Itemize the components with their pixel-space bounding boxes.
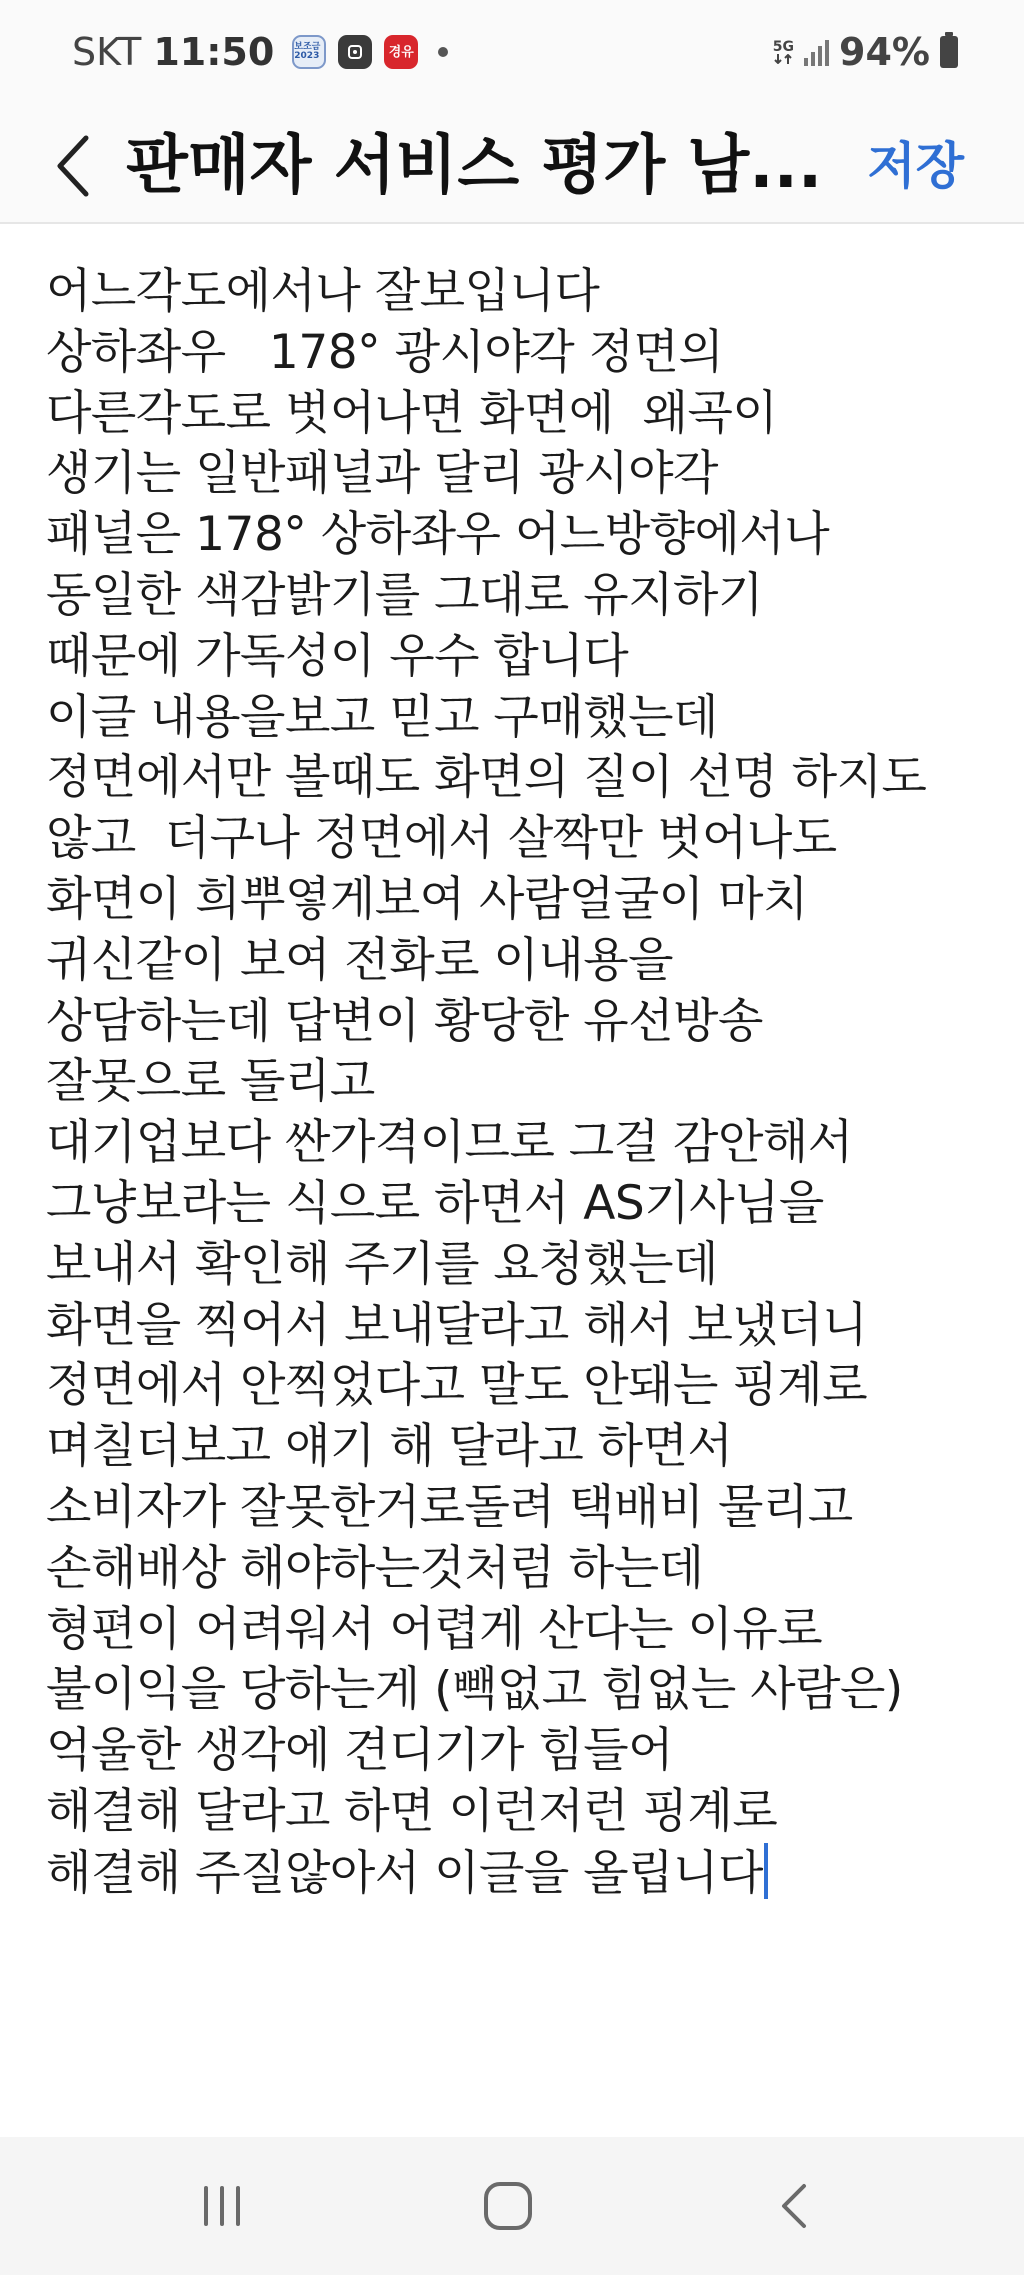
editor-line: 며칠더보고 얘기 해 달라고 하면서 — [46, 1419, 733, 1475]
battery-icon — [940, 36, 958, 68]
home-icon — [482, 2180, 534, 2232]
back-button[interactable] — [40, 124, 104, 208]
editor-line: 소비자가 잘못한거로돌려 택배비 물리고 — [46, 1479, 853, 1535]
chevron-left-icon — [52, 134, 92, 198]
home-button[interactable] — [438, 2137, 578, 2275]
editor-line: 때문에 가독성이 우수 합니다 — [46, 628, 629, 684]
system-nav-bar — [0, 2137, 1024, 2275]
status-bar — [0, 0, 1024, 110]
editor-line: 화면을 찍어서 보내달라고 해서 보냈더니 — [46, 1297, 868, 1353]
back-icon — [778, 2182, 810, 2230]
editor-line-last — [46, 1843, 986, 1904]
app-bar — [0, 110, 1024, 224]
editor-line: 다른각도로 벗어나면 화면에 왜곡이 — [46, 385, 778, 441]
editor-line: 그냥보라는 식으로 하면서 AS기사님을 — [46, 1175, 824, 1231]
carrier-label: SKT — [72, 30, 142, 74]
clock: 11:50 — [153, 30, 275, 74]
editor-line: 손해배상 해야하는것처럼 하는데 — [46, 1540, 704, 1596]
editor-line: 어느각도에서나 잘보입니다 — [46, 264, 600, 319]
editor-line: 불이익을 당하는게 (빽없고 힘없는 사람은) — [46, 1662, 903, 1718]
note-editor[interactable] — [46, 262, 986, 2112]
battery-percent: 94% — [839, 30, 930, 74]
editor-line: 상하좌우 178° 광시야각 정면의 — [46, 324, 724, 380]
signal-strength-icon — [804, 38, 829, 66]
status-left — [72, 30, 448, 74]
editor-line: 귀신같이 보여 전화로 이내용을 — [46, 932, 674, 988]
editor-line: 정면에서 안찍었다고 말도 안돼는 핑계로 — [46, 1358, 868, 1414]
editor-line: 보내서 확인해 주기를 요청했는데 — [46, 1236, 718, 1292]
editor-line: 억울한 생각에 견디기가 힘들어 — [46, 1723, 674, 1779]
text-cursor — [764, 1843, 768, 1899]
editor-line: 동일한 색감밝기를 그대로 유지하기 — [46, 567, 763, 623]
system-back-button[interactable] — [724, 2137, 864, 2275]
editor-line: 패널은 178° 상하좌우 어느방향에서나 — [46, 507, 830, 563]
editor-line: 상담하는데 답변이 황당한 유선방송 — [46, 993, 763, 1049]
editor-line: 잘못으로 돌리고 — [46, 1054, 375, 1110]
editor-line: 않고 더구나 정면에서 살짝만 벗어나도 — [46, 811, 837, 867]
editor-line: 해결해 달라고 하면 이런저런 핑계로 — [46, 1783, 778, 1839]
editor-line: 형편이 어려워서 어렵게 산다는 이유로 — [46, 1601, 823, 1657]
recent-apps-button[interactable] — [152, 2137, 292, 2275]
editor-line-text: 해결해 주질않아서 이글을 올립니다 — [46, 1845, 763, 1901]
editor-line: 생기는 일반패널과 달리 광시야각 — [46, 446, 718, 502]
status-right — [773, 30, 958, 74]
event-2023-badge-icon: 보조금 2023 — [292, 35, 326, 69]
save-button[interactable]: 저장 — [867, 137, 964, 195]
editor-line: 화면이 희뿌옇게보여 사람얼굴이 마치 — [46, 871, 808, 927]
more-notifications-dot-icon — [438, 47, 448, 57]
editor-line: 이글 내용을보고 믿고 구매했는데 — [46, 689, 718, 745]
page-title: 판매자 서비스 평가 남... — [126, 129, 823, 203]
network-5g-icon — [773, 40, 794, 64]
editor-line: 정면에서만 볼때도 화면의 질이 선명 하지도 — [46, 750, 927, 806]
app-square-icon — [338, 35, 372, 69]
editor-line: 대기업보다 싼가격이므로 그걸 감안해서 — [46, 1115, 853, 1171]
news-app-icon: 경유 — [384, 35, 418, 69]
recent-apps-icon — [198, 2184, 246, 2228]
network-label: 5G — [772, 39, 795, 55]
